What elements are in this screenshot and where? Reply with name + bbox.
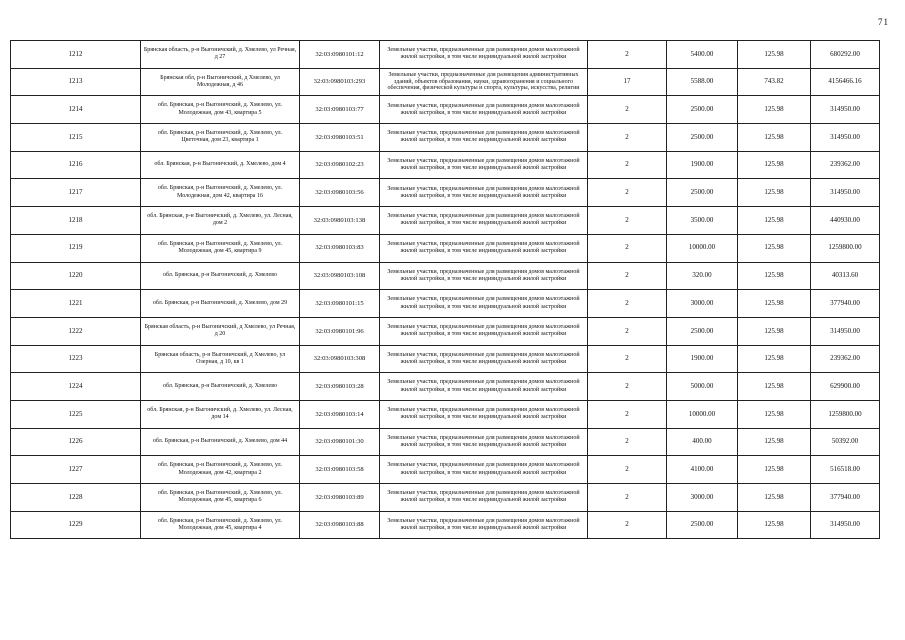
use-code-cell: 2 bbox=[588, 262, 667, 290]
specific-value-cell: 125.98 bbox=[738, 151, 811, 179]
specific-value-cell: 125.98 bbox=[738, 400, 811, 428]
cadastral-number-cell: 32:03:0980101:96 bbox=[300, 317, 380, 345]
land-use-cell: Земельные участки, предназначенные для размещения домов малоэтажной жилой застройки, в том числе индивидуальной жилой застройки bbox=[380, 511, 588, 539]
land-use-cell: Земельные участки, предназначенные для размещения домов малоэтажной жилой застройки, в том числе индивидуальной жилой застройки bbox=[380, 179, 588, 207]
address-cell: Брянская область, р-н Выгоничский, д. Хмелево, ул Речная, д 27 bbox=[141, 41, 300, 69]
cadastral-value-cell: 40313.60 bbox=[811, 262, 880, 290]
address-cell: обл. Брянская, р-н Выгоничский, д. Хмелево, ул. Лесная, дом 14 bbox=[141, 400, 300, 428]
cadastral-number-cell: 32:03:0980103:51 bbox=[300, 124, 380, 152]
area-cell: 3500.00 bbox=[667, 207, 738, 235]
cadastral-value-cell: 314950.00 bbox=[811, 124, 880, 152]
table-row bbox=[11, 373, 880, 401]
cadastral-number-cell: 32:03:0980101:12 bbox=[300, 41, 380, 69]
use-code-cell: 2 bbox=[588, 151, 667, 179]
use-code-cell: 2 bbox=[588, 179, 667, 207]
cadastral-number-cell: 32:03:0980103:88 bbox=[300, 511, 380, 539]
address-cell: обл. Брянская, р-н Выгоничский, д. Хмелево, ул. Молодежная, дом 42, квартира 16 bbox=[141, 179, 300, 207]
specific-value-cell: 125.98 bbox=[738, 456, 811, 484]
address-cell: обл. Брянская, р-н Выгоничский, д. Хмелево bbox=[141, 373, 300, 401]
use-code-cell: 2 bbox=[588, 373, 667, 401]
land-use-cell: Земельные участки, предназначенные для размещения домов малоэтажной жилой застройки, в том числе индивидуальной жилой застройки bbox=[380, 96, 588, 124]
area-cell: 400.00 bbox=[667, 428, 738, 456]
area-cell: 3000.00 bbox=[667, 484, 738, 512]
row-number: 1214 bbox=[11, 96, 141, 124]
specific-value-cell: 125.98 bbox=[738, 179, 811, 207]
cadastral-value-cell: 629900.00 bbox=[811, 373, 880, 401]
land-use-cell: Земельные участки, предназначенные для размещения домов малоэтажной жилой застройки, в том числе индивидуальной жилой застройки bbox=[380, 484, 588, 512]
cadastral-number-cell: 32:03:0980103:56 bbox=[300, 179, 380, 207]
cadastral-value-cell: 377940.00 bbox=[811, 484, 880, 512]
row-number: 1226 bbox=[11, 428, 141, 456]
row-number: 1228 bbox=[11, 484, 141, 512]
area-cell: 10000.00 bbox=[667, 234, 738, 262]
cadastral-value-cell: 680292.00 bbox=[811, 41, 880, 69]
land-use-cell: Земельные участки, предназначенные для размещения домов малоэтажной жилой застройки, в том числе индивидуальной жилой застройки bbox=[380, 428, 588, 456]
land-use-cell: Земельные участки, предназначенные для размещения домов малоэтажной жилой застройки, в том числе индивидуальной жилой застройки bbox=[380, 373, 588, 401]
specific-value-cell: 125.98 bbox=[738, 428, 811, 456]
area-cell: 10000.00 bbox=[667, 400, 738, 428]
row-number: 1215 bbox=[11, 124, 141, 152]
row-number: 1217 bbox=[11, 179, 141, 207]
page-number: 71 bbox=[878, 17, 889, 27]
address-cell: обл. Брянская, р-н Выгоничский, д. Хмелево, дом 29 bbox=[141, 290, 300, 318]
cadastral-number-cell: 32:03:0980102:23 bbox=[300, 151, 380, 179]
cadastral-value-cell: 50392.00 bbox=[811, 428, 880, 456]
land-use-cell: Земельные участки, предназначенные для размещения домов малоэтажной жилой застройки, в том числе индивидуальной жилой застройки bbox=[380, 124, 588, 152]
area-cell: 2500.00 bbox=[667, 179, 738, 207]
land-use-cell: Земельные участки, предназначенные для размещения домов малоэтажной жилой застройки, в том числе индивидуальной жилой застройки bbox=[380, 290, 588, 318]
cadastral-number-cell: 32:03:0980103:58 bbox=[300, 456, 380, 484]
area-cell: 1900.00 bbox=[667, 151, 738, 179]
table-row bbox=[11, 400, 880, 428]
specific-value-cell: 125.98 bbox=[738, 262, 811, 290]
row-number: 1227 bbox=[11, 456, 141, 484]
table-row bbox=[11, 207, 880, 235]
cadastral-value-cell: 314950.00 bbox=[811, 179, 880, 207]
cadastral-value-cell: 377940.00 bbox=[811, 290, 880, 318]
use-code-cell: 2 bbox=[588, 207, 667, 235]
use-code-cell: 2 bbox=[588, 124, 667, 152]
specific-value-cell: 125.98 bbox=[738, 207, 811, 235]
row-number: 1220 bbox=[11, 262, 141, 290]
area-cell: 5588.00 bbox=[667, 68, 738, 96]
cadastral-number-cell: 32:03:0980103:308 bbox=[300, 345, 380, 373]
land-use-cell: Земельные участки, предназначенные для размещения административных зданий, объектов образования, науки, здравоохранения и социального обеспечения, физической культуры и спорта, культуры, искусства, религии bbox=[380, 68, 588, 96]
area-cell: 2500.00 bbox=[667, 124, 738, 152]
row-number: 1213 bbox=[11, 68, 141, 96]
address-cell: обл. Брянская, р-н Выгоничский, д. Хмелево, ул. Молодежная, дом 45, квартира 4 bbox=[141, 511, 300, 539]
row-number: 1218 bbox=[11, 207, 141, 235]
table-row bbox=[11, 345, 880, 373]
use-code-cell: 2 bbox=[588, 456, 667, 484]
specific-value-cell: 125.98 bbox=[738, 373, 811, 401]
table-row bbox=[11, 41, 880, 69]
address-cell: Брянская область, р-н Выгоничский, д Хмелево, ул Речная, д 20 bbox=[141, 317, 300, 345]
use-code-cell: 2 bbox=[588, 511, 667, 539]
cadastral-number-cell: 32:03:0980103:138 bbox=[300, 207, 380, 235]
table-row bbox=[11, 317, 880, 345]
address-cell: обл. Брянская, р-н Выгоничский, д. Хмелево bbox=[141, 262, 300, 290]
table-row bbox=[11, 234, 880, 262]
land-use-cell: Земельные участки, предназначенные для размещения домов малоэтажной жилой застройки, в том числе индивидуальной жилой застройки bbox=[380, 207, 588, 235]
area-cell: 4100.00 bbox=[667, 456, 738, 484]
table-row bbox=[11, 290, 880, 318]
area-cell: 2500.00 bbox=[667, 317, 738, 345]
specific-value-cell: 743.82 bbox=[738, 68, 811, 96]
use-code-cell: 2 bbox=[588, 317, 667, 345]
table-row bbox=[11, 428, 880, 456]
use-code-cell: 2 bbox=[588, 96, 667, 124]
specific-value-cell: 125.98 bbox=[738, 345, 811, 373]
area-cell: 2500.00 bbox=[667, 96, 738, 124]
cadastral-value-cell: 516518.00 bbox=[811, 456, 880, 484]
address-cell: обл. Брянская, р-н Выгоничский, д. Хмелево, ул. Молодежная, дом 45, квартира 6 bbox=[141, 484, 300, 512]
cadastral-number-cell: 32:03:0980103:28 bbox=[300, 373, 380, 401]
use-code-cell: 2 bbox=[588, 290, 667, 318]
land-use-cell: Земельные участки, предназначенные для размещения домов малоэтажной жилой застройки, в том числе индивидуальной жилой застройки bbox=[380, 234, 588, 262]
cadastral-number-cell: 32:03:0980101:15 bbox=[300, 290, 380, 318]
address-cell: обл. Брянская, р-н Выгоничский, д. Хмелево, ул. Молодежная, дом 42, квартира 2 bbox=[141, 456, 300, 484]
cadastral-value-cell: 1259800.00 bbox=[811, 400, 880, 428]
specific-value-cell: 125.98 bbox=[738, 484, 811, 512]
cadastral-number-cell: 32:03:0980101:30 bbox=[300, 428, 380, 456]
row-number: 1224 bbox=[11, 373, 141, 401]
cadastral-number-cell: 32:03:0980103:83 bbox=[300, 234, 380, 262]
table-row bbox=[11, 456, 880, 484]
address-cell: обл. Брянская, р-н Выгоничский, д. Хмелево, дом 44 bbox=[141, 428, 300, 456]
specific-value-cell: 125.98 bbox=[738, 511, 811, 539]
land-use-cell: Земельные участки, предназначенные для размещения домов малоэтажной жилой застройки, в том числе индивидуальной жилой застройки bbox=[380, 345, 588, 373]
cadastral-number-cell: 32:03:0980103:89 bbox=[300, 484, 380, 512]
address-cell: обл. Брянская, р-н Выгоничский, д. Хмелево, ул. Цветочная, дом 23, квартира 1 bbox=[141, 124, 300, 152]
specific-value-cell: 125.98 bbox=[738, 96, 811, 124]
use-code-cell: 2 bbox=[588, 400, 667, 428]
cadastral-value-cell: 239362.00 bbox=[811, 345, 880, 373]
land-use-cell: Земельные участки, предназначенные для размещения домов малоэтажной жилой застройки, в том числе индивидуальной жилой застройки bbox=[380, 41, 588, 69]
table-row bbox=[11, 68, 880, 96]
use-code-cell: 2 bbox=[588, 234, 667, 262]
specific-value-cell: 125.98 bbox=[738, 124, 811, 152]
cadastral-value-cell: 314950.00 bbox=[811, 511, 880, 539]
specific-value-cell: 125.98 bbox=[738, 41, 811, 69]
cadastral-number-cell: 32:03:0980103:77 bbox=[300, 96, 380, 124]
table-row bbox=[11, 124, 880, 152]
specific-value-cell: 125.98 bbox=[738, 290, 811, 318]
row-number: 1212 bbox=[11, 41, 141, 69]
row-number: 1221 bbox=[11, 290, 141, 318]
address-cell: Брянская область, р-н Выгоничский, д Хмелево, ул Озерная, д 10, кв 1 bbox=[141, 345, 300, 373]
cadastral-number-cell: 32:03:0980103:108 bbox=[300, 262, 380, 290]
area-cell: 1900.00 bbox=[667, 345, 738, 373]
cadastral-value-cell: 1259800.00 bbox=[811, 234, 880, 262]
table-row bbox=[11, 262, 880, 290]
table-body bbox=[11, 41, 880, 539]
table-row bbox=[11, 96, 880, 124]
land-use-cell: Земельные участки, предназначенные для размещения домов малоэтажной жилой застройки, в том числе индивидуальной жилой застройки bbox=[380, 317, 588, 345]
use-code-cell: 2 bbox=[588, 484, 667, 512]
table-row bbox=[11, 179, 880, 207]
area-cell: 3000.00 bbox=[667, 290, 738, 318]
cadastral-value-cell: 4156466.16 bbox=[811, 68, 880, 96]
cadastral-value-cell: 314950.00 bbox=[811, 317, 880, 345]
land-valuation-table bbox=[10, 40, 880, 539]
specific-value-cell: 125.98 bbox=[738, 234, 811, 262]
area-cell: 2500.00 bbox=[667, 511, 738, 539]
cadastral-value-cell: 440930.00 bbox=[811, 207, 880, 235]
row-number: 1229 bbox=[11, 511, 141, 539]
table-row bbox=[11, 151, 880, 179]
cadastral-number-cell: 32:03:0980103:14 bbox=[300, 400, 380, 428]
area-cell: 320.00 bbox=[667, 262, 738, 290]
land-use-cell: Земельные участки, предназначенные для размещения домов малоэтажной жилой застройки, в том числе индивидуальной жилой застройки bbox=[380, 456, 588, 484]
land-use-cell: Земельные участки, предназначенные для размещения домов малоэтажной жилой застройки, в том числе индивидуальной жилой застройки bbox=[380, 151, 588, 179]
land-use-cell: Земельные участки, предназначенные для размещения домов малоэтажной жилой застройки, в том числе индивидуальной жилой застройки bbox=[380, 400, 588, 428]
use-code-cell: 2 bbox=[588, 428, 667, 456]
address-cell: обл. Брянская, р-н Выгоничский, д. Хмелево, ул. Молодежная, дом 43, квартира 5 bbox=[141, 96, 300, 124]
row-number: 1216 bbox=[11, 151, 141, 179]
row-number: 1219 bbox=[11, 234, 141, 262]
address-cell: обл. Брянская, р-н Выгоничский, д. Хмелево, ул. Молодежная, дом 45, квартира 9 bbox=[141, 234, 300, 262]
row-number: 1225 bbox=[11, 400, 141, 428]
row-number: 1223 bbox=[11, 345, 141, 373]
table-row bbox=[11, 484, 880, 512]
use-code-cell: 17 bbox=[588, 68, 667, 96]
area-cell: 5400.00 bbox=[667, 41, 738, 69]
row-number: 1222 bbox=[11, 317, 141, 345]
specific-value-cell: 125.98 bbox=[738, 317, 811, 345]
cadastral-value-cell: 314950.00 bbox=[811, 96, 880, 124]
cadastral-value-cell: 239362.00 bbox=[811, 151, 880, 179]
table-row bbox=[11, 511, 880, 539]
use-code-cell: 2 bbox=[588, 345, 667, 373]
cadastral-number-cell: 32:03:0980103:293 bbox=[300, 68, 380, 96]
use-code-cell: 2 bbox=[588, 41, 667, 69]
address-cell: Брянская обл, р-н Выгоничский, д Хмелево, ул Молодежная, д 46 bbox=[141, 68, 300, 96]
area-cell: 5000.00 bbox=[667, 373, 738, 401]
address-cell: обл. Брянская, р-н Выгоничский, д. Хмелево, ул. Лесная, дом 2 bbox=[141, 207, 300, 235]
land-use-cell: Земельные участки, предназначенные для размещения домов малоэтажной жилой застройки, в том числе индивидуальной жилой застройки bbox=[380, 262, 588, 290]
address-cell: обл. Брянская, р-н Выгоничский, д. Хмелево, дом 4 bbox=[141, 151, 300, 179]
